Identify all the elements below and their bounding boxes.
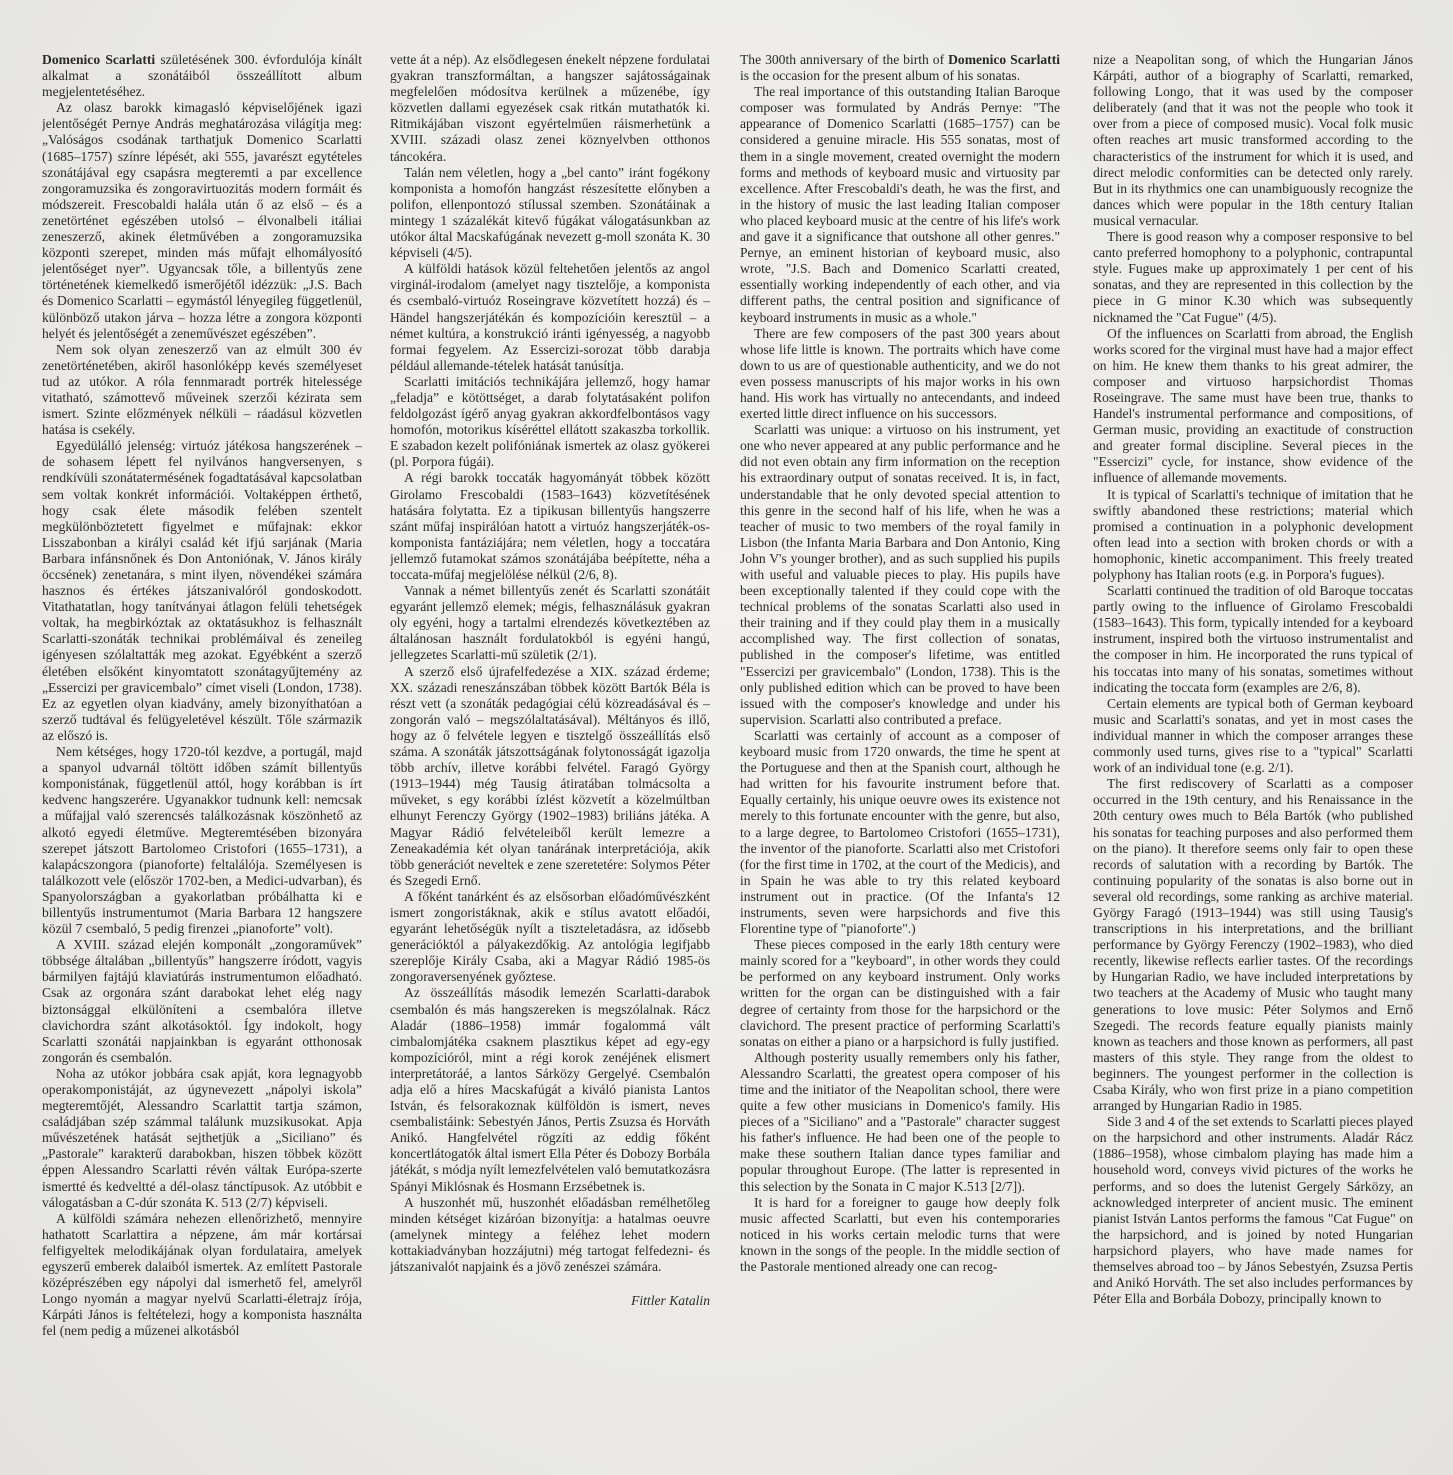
paragraph <box>390 889 710 986</box>
paragraph-text: Scarlatti was certainly of account as a composer of keyboard music from 1720 onwards, the time he spent at the Portuguese and then at the Spanish court, although he had written for his favourite instrument before that. Equally certainly, his unique oeuvre owes its existence not merely to this fortunate encounter with the genre, but also, to a large degree, to Bartolomeo Cristofori (1655–1731), the inventor of the pianoforte. Scarlatti also met Cristofori (for the first time in 1702, at the court of the Medicis), and in Spain he was able to try this related keyboard instrument out in practice. (Of the Infanta's 12 instruments, seven were harpsichords and five this Florentine type of "pianoforte".) <box>740 727 1060 937</box>
paragraph <box>42 1066 362 1211</box>
paragraph <box>1093 1114 1413 1307</box>
paragraph <box>42 1211 362 1340</box>
signature <box>390 1293 710 1309</box>
paragraph <box>42 100 362 341</box>
paragraph-text: Fittler Katalin <box>631 1293 710 1309</box>
paragraph <box>390 985 710 1194</box>
paragraph <box>1093 776 1413 1114</box>
paragraph-text: Although posterity usually remembers only his father, Alessandro Scarlatti, the greatest opera composer of his time and the initiator of the Neapolitan school, there were quite a few other musicians in Domenico's family. His pieces of a "Siciliano" and a "Pastorale" character suggest his father's influence. He had been one of the people to make these southern Italian dance types familiar and popular throughout Europe. (The latter is represented in this selection by the Sonata in C major K.513 [2/7]). <box>740 1049 1060 1194</box>
paragraph <box>740 84 1060 325</box>
paragraph-text: The first rediscovery of Scarlatti as a composer occurred in the 19th century, and his Renaissance in the 20th century owes much to Béla Bartók (who published his sonatas for teaching purposes and also performed them on the piano). It therefore seems only fair to open these records of salutation with a recording by Bartók. The continuing popularity of the sonatas is also borne out in several old recordings, some ranking as archive material. György Faragó (1913–1944) was still using Tausig's transcriptions in his interpretations, and the brilliant performance by György Ferenczy (1902–1983), who died recently, likewise reflects earlier tastes. Of the recordings by Hungarian Radio, we have included interpretations by two teachers at the Academy of Music who taught many generations to love music: Péter Solymos and Ernő Szegedi. The records feature equally pianists mainly known as teachers and those known as performers, all past masters of this style. They range from the oldest to beginners. The youngest performer in the collection is Csaba Király, who won first prize in a piano competition arranged by Hungarian Radio in 1985. <box>1093 776 1413 1114</box>
paragraph <box>740 1195 1060 1275</box>
paragraph-text: is the occasion for the present album of his sonatas. <box>740 68 1021 84</box>
paragraph-text: A huszonhét mű, huszonhét előadásban remélhetőleg minden kétséget kizáróan bizonyítja: a hatalmas oeuvre (amelynek mintegy a feléhez lehet modern kottakiadványban hozzájutni) még tartogat felfedezni- és játszanivalót napjaink és a jövő zenészei számára. <box>390 1194 710 1275</box>
paragraph <box>42 744 362 937</box>
paragraph-text: Az összeállítás második lemezén Scarlatti-darabok csembalón és más hangszereken is megszólalnak. Rácz Aladár (1886–1958) immár fogalommá vált cimbalomjátéka csaknem plasztikus képet ad egy-egy kompozícióról, mint a régi korok zenéjének elismert interpretátoráé, a lantos Sárközy Gergelyé. Csembalón adja elő a híres Macskafúgát a kiváló pianista Lantos István, és felsorakoznak külföldön is ismert, neves csembalistáink: Sebestyén János, Pertis Zsuzsa és Horváth Anikó. Hangfelvétel rögzíti az eddig főként koncertlátogatók által ismert Ella Péter és Dobozy Borbála játékát, s módja nyílt lemezfelvételen való bemutatkozásra Spányi Miklósnak és Hosmann Erzsébetnek is. <box>390 985 710 1194</box>
paragraph-text: Side 3 and 4 of the set extends to Scarlatti pieces played on the harpsichord and other instruments. Aladár Rácz (1886–1958), whose cimbalom playing has made him a household word, conveys vivid pictures of the works he performs, and so does the lutenist Gergely Sárközy, an acknowledged interpreter of ancient music. The eminent pianist István Lantos performs the famous "Cat Fugue" on the harpsichord, and is joined by noted Hungarian harpsichord players, who have made names for themselves abroad too – by János Sebestyén, Zsuzsa Pertis and Anikó Horváth. The set also includes performances by Péter Ella and Borbála Dobozy, principally known to <box>1093 1114 1413 1307</box>
paragraph-text: A főként tanárként és az elsősorban előadóművészként ismert zongoristáknak, akik e stílus avatott előadói, egyaránt lehetőségük nyílt a tiszteletadásra, az idősebb generációktól a pályakezdőkig. Az antológia legifjabb szereplője Király Csaba, aki a Magyar Rádió 1985-ös zongoraversenyének győztese. <box>390 888 710 985</box>
paragraph <box>390 470 710 583</box>
paragraph-text: It is hard for a foreigner to gauge how deeply folk music affected Scarlatti, but even his contemporaries noticed in his works certain melodic turns that were known in the songs of the people. In the middle section of the Pastorale mentioned already one can recog- <box>740 1194 1060 1275</box>
paragraph <box>1093 229 1413 326</box>
paragraph-text: Scarlatti continued the tradition of old Baroque toccatas partly owing to the influence of Girolamo Frescobaldi (1583–1643). This form, typically intended for a keyboard instrument, inspired both the virtuoso instrumentalist and the composer in him. He incorporated the runs typical of his toccatas into many of his sonatas, sometimes without indicating the toccata form (examples are 2/6, 8). <box>1093 583 1413 695</box>
paragraph-text: Scarlatti was unique: a virtuoso on his instrument, yet one who never appeared at any public performance and he did not even obtain any firm information on the reception his extraordinary output of sonatas received. It is, in fact, understandable that he only devoted special attention to this genre in the second half of his life, when he was a teacher of music to two members of the royal family in Lisbon (the Infanta Maria Barbara and Don Antonio, King John V's younger brother), and as such supplied his pupils with useful and valuable pieces to play. His pupils have been exceptionally talented if they could cope with the technical problems of the sonatas Scarlatti also used in their training and if they could play them in a musically accomplished way. The first collection of sonatas, published in the composer's lifetime, was entitled "Essercizi per gravicembalo" (London, 1738). This is the only published edition which can be proved to have been issued with the composer's knowledge and under his supervision. Scarlatti also contributed a preface. <box>740 422 1060 727</box>
paragraph <box>740 937 1060 1050</box>
composer-name: Domenico Scarlatti <box>948 52 1060 67</box>
paragraph <box>42 342 362 439</box>
paragraph <box>390 1195 710 1275</box>
paragraph <box>42 937 362 1066</box>
paragraph-text: A szerző első újrafelfedezése a XIX. század érdeme; XX. századi reneszánszában többek között Bartók Béla is részt vett (a szonáták pedagógiai célú közreadásával és – zongorán való – megszólaltatásával). Méltányos és illő, hogy az ő felvétele legyen e tisztelgő összeállítás első száma. A szonáták játszottságának folytonosságát igazolja több archív, illetve korábbi felvétel. Faragó György (1913–1944) még Tausig átiratában tolmácsolta a műveket, s egy korábbi ízlést közvetít a közelmúltban elhunyt Ferenczy György (1902–1983) briliáns játéka. A Magyar Rádió felvételeiből került lemezre a Zeneakadémia két olyan tanárának interpretációja, akik több generációt neveltek e zene szeretetére: Solymos Péter és Szegedi Ernő. <box>390 663 710 888</box>
paragraph-text: Egyedülálló jelenség: virtuóz játékosa hangszerének – de sohasem lépett fel nyilvános hangversenyen, s rendkívüli szonátatermésének fogadtatásával kapcsolatban sem voltak konkrét információi. Voltaképpen érthető, hogy csak élete második felében szentelt megkülönböztetett figyelmet e műfajnak: ekkor Lisszabonban a királyi család két ifjú sarjának (Maria Barbara infánsnőnek és Don Antoniónak, V. János király öccsének) zenetanára, s mint ilyen, növendékei számára hasznos és értékes játszanivalóról gondoskodott. Vitathatatlan, hogy tanítványai átlagon felüli tehetségek voltak, ha megbirkóztak az oktatásukhoz is felhasznált Scarlatti-szonáták technikai problémáival és zeneileg igényesen szólaltatták meg azokat. Egyébként a szerző életében elsőként kinyomtatott szonátagyűjtemény az „Essercizi per gravicembalo” címet viseli (London, 1738). Ez az egyetlen olyan kiadvány, amely bizonyíthatóan a szerző tudtával és felügyeletével készült. Tőle származik az előszó is. <box>42 438 362 743</box>
paragraph <box>1093 326 1413 487</box>
paragraph <box>740 422 1060 728</box>
paragraph-pretext: The 300th anniversary of the birth of <box>740 52 949 67</box>
paragraph-text: Of the influences on Scarlatti from abroad, the English works scored for the virginal must have had a major effect on him. He knew them thanks to his great admirer, the composer and virtuoso harpsichordist Thomas Roseingrave. The same must have been true, thanks to Handel's instrumental performance and compositions, of German music, providing an exactitude of construction and greater formal discipline. Several pieces in the "Essercizi" cycle, for instance, show evidence of the influence of allemande movements. <box>1093 325 1413 486</box>
paragraph <box>390 52 710 165</box>
hungarian-column-1 <box>42 52 362 1432</box>
paragraph <box>740 326 1060 423</box>
paragraph <box>740 52 1060 84</box>
paragraph-text: These pieces composed in the early 18th century were mainly scored for a "keyboard", in other words they could be performed on any keyboard instrument. Only works written for the organ can be distinguished with a fair degree of certainty from those for the harpsichord or the clavichord. The present practice of performing Scarlatti's sonatas on either a piano or a harpsichord is fully justified. <box>740 937 1060 1049</box>
paragraph-text: vette át a nép). Az elsődlegesen énekelt népzene fordulatai gyakran transzformáltan, a hangszer sajátosságainak megfelelően módosítva kerülnek a műzenébe, így közvetlen dallami egyezések csak ritkán mutathatók ki. Ritmikájában viszont egyértelműen ráismerhetünk a XVIII. századi olasz zenei köznyelvben otthonos táncokéra. <box>390 52 710 164</box>
paragraph-text: It is typical of Scarlatti's technique of imitation that he swiftly abandoned these restrictions; material which promised a continuation in a polyphonic development often lead into a section with broken chords or with a homophonic, kinetic accompaniment. This freely treated polyphony has Italian roots (e.g. in Porpora's fugues). <box>1093 486 1413 582</box>
paragraph-text: Nem sok olyan zeneszerző van az elmúlt 300 év zenetörténetében, akiről hasonlóképp kevés személyeset tud az utókor. A róla fennmaradt portrék hitelessége vitatható, számottevő műveinek szerzői kézirata sem ismert. Szinte előzmények nélküli – ráadásul közvetlen hatása is csekély. <box>42 341 362 438</box>
paragraph-text: There is good reason why a composer responsive to bel canto preferred homophony to a polyphonic, contrapuntal style. Fugues make up approximately 1 per cent of his sonatas, and they are represented in this collection by the piece in G minor K.30 which was subsequently nicknamed the "Cat Fugue" (4/5). <box>1093 229 1413 325</box>
paragraph-text: Nem kétséges, hogy 1720-tól kezdve, a portugál, majd a spanyol udvarnál töltött időben számít billentyűs komponistának, függetlenül attól, hogy korábban is írt kedvenc hangszerére. Ugyanakkor tudnunk kell: nemcsak a műfajjal való szerencsés találkozásnak köszönhető az alkotó egyedi életműve. Megteremtésében bizonyára szerepet játszott Bartolomeo Cristofori (1655–1731), a kalapácszongora (pianoforte) feltalálója. Személyesen is találkozott vele (először 1702-ben, a Medici-udvarban), és Spanyolországban a gyakorlatban próbálhatta ki e billentyűs instrumentumot (Maria Barbara 12 hangszere közül 7 csembaló, 5 pedig firenzei „pianoforte” volt). <box>42 744 362 937</box>
paragraph <box>390 261 710 374</box>
paragraph <box>390 165 710 262</box>
paragraph-text: nize a Neapolitan song, of which the Hungarian János Kárpáti, author of a biography of Scarlatti, remarked, following Longo, that it was used by the composer deliberately (and that it was not the people who took it over from a piece of composed music). Vocal folk music often reaches art music transformed according to the characteristics of the instrument for which it is used, and direct melodic conformities can be detected only rarely. But in its rhythmics one can unambiguously recognize the dances which were popular in the 18th century Italian musical vernacular. <box>1093 52 1413 228</box>
paragraph-text: There are few composers of the past 300 years about whose life little is known. The portraits which have come down to us are of questionable authenticity, and we do not even possess manuscripts of his major works in his own hand. His work has virtually no antecendants, and indeed exerted little direct influence on his successors. <box>740 325 1060 422</box>
paragraph-text: A külföldi hatások közül feltehetően jelentős az angol virginál-irodalom (amelyet nagy tisztelője, a komponista és csembaló-virtuóz Roseingrave közvetített hozzá) és – Händel hangszerjátékán és kompozícióin keresztül – a német kultúra, a konstrukció iránti igényesség, a nagyobb formai fegyelem. Az Essercizi-sorozat több darabja például allemande-tételek hatását tanúsítja. <box>390 261 710 373</box>
paragraph-text: A külföldi számára nehezen ellenőrizhető, mennyire hathatott Scarlattira a népzene, ám már kortársai felfigyeltek melodikájának olyan fordulataira, amelyek egyszerű emberek dalaiból ismertek. Az említett Pastorale középrészében egy nápolyi dal ismerhető fel, amelyről Longo nyomán a magyar nyelvű Scarlatti-életrajz írója, Kárpáti János is feltételezi, hogy a komponista használta fel (nem pedig a műzenei alkotásból <box>42 1210 362 1339</box>
paragraph <box>42 438 362 744</box>
paragraph-text: A régi barokk toccaták hagyományát többek között Girolamo Frescobaldi (1583–1643) közvetítésének hatására folytatta. Ez a tipikusan billentyűs hangszerre szánt műfaj inspirálóan hatott a virtuóz hangszerjáték-os-komponista fantáziájára; nem véletlen, hogy a toccatára jellemző futamokat számos szonátájába beépítette, néha a toccata-műfaj megjelölése nélkül (2/6, 8). <box>390 470 710 582</box>
paragraph-text: Scarlatti imitációs technikájára jellemző, hogy hamar „feladja” e kötöttséget, a darab folytatásaként polifon feldolgozást ígérő anyag gyakran akkordfelbontásos vagy homofón, motorikus kíséréttel ellátott szakaszba torkollik. E szabadon kezelt polifóniának ismertek az olasz gyökerei (pl. Porpora fúgái). <box>390 373 710 470</box>
paragraph <box>42 52 362 100</box>
paragraph-text: The real importance of this outstanding Italian Baroque composer was formulated by András Pernye: "The appearance of Domenico Scarlatti (1685–1757) can be considered a genuine miracle. His 555 sonatas, most of them in a single movement, created overnight the modern forms and methods of keyboard music and virtuosity par excellence. After Frescobaldi's death, he was the first, and in the history of music the last leading Italian composer who placed keyboard music at the centre of his life's work and gave it a significance that outshone all other genres." Pernye, an eminent historian of keyboard music, also wrote, "J.S. Bach and Domenico Scarlatti created, essentially working independently of each other, and via different paths, the central position and significance of keyboard instruments in music as a whole." <box>740 84 1060 325</box>
paragraph-text: A XVIII. század elején komponált „zongoraművek” többsége általában „billentyűs” hangszerre íródott, vagyis bármilyen fajtájú klaviatúrás instrumentumon előadható. Csak az orgonára szánt darabokat lehet elég nagy biztonsággal elkülöníteni a csembalóra illetve clavichordra szánt alkotásoktól. Így indokolt, hogy Scarlatti szonátái napjainkban is egyaránt otthonosak zongorán és csembalón. <box>42 937 362 1065</box>
english-column-2 <box>1093 52 1413 1432</box>
paragraph-text: Vannak a német billentyűs zenét és Scarlatti szonátáit egyaránt jellemző elemek; mégis, felhasználásuk gyakran oly egyéni, hogy a tartalmi elrendezés következtében az általánosan használt fordulatokból is egyéni hangú, jellegzetes Scarlatti-mű születik (2/1). <box>390 583 710 663</box>
paragraph-text: Noha az utókor jobbára csak apját, kora legnagyobb operakomponistáját, az úgynevezett „nápolyi iskola” megteremtőjét, Alessandro Scarlattit tartja számon, családjában szép számmal találunk muzsikusokat. Apja művészetének hatását sejthetjük a „Siciliano” és „Pastorale” karakterű darabokban, hiszen többek között éppen Alessandro Scarlatti révén váltak Európa-szerte ismertté és kedveltté a dél-olasz tánctípusok. Az utóbbit e válogatásban a C-dúr szonáta K. 513 (2/7) képviseli. <box>42 1065 362 1210</box>
composer-name: Domenico Scarlatti <box>42 52 156 67</box>
paragraph <box>1093 696 1413 776</box>
paragraph <box>1093 487 1413 584</box>
paragraph <box>740 728 1060 937</box>
paragraph <box>390 583 710 663</box>
paragraph <box>390 664 710 889</box>
paragraph-text: Talán nem véletlen, hogy a „bel canto” iránt fogékony komponista a homofón hangzást részesítette előnyben a polifon, ellenpontozó stílussal szemben. Szonátáinak a mintegy 1 százalékát kitevő fúgákat válogatásunkban az utókor által Macskafúgának nevezett g-moll szonáta K. 30 képviseli (4/5). <box>390 164 710 261</box>
hungarian-column-2 <box>390 52 710 1432</box>
english-column-1 <box>740 52 1060 1432</box>
paragraph <box>390 374 710 471</box>
paragraph <box>740 1050 1060 1195</box>
paragraph <box>1093 583 1413 696</box>
paragraph-text: Certain elements are typical both of German keyboard music and Scarlatti's sonatas, and yet in most cases the individual manner in which the composer arranges these commonly used turns, gives rise to a "typical" Scarlatti work of an individual tone (e.g. 2/1). <box>1093 695 1413 776</box>
paragraph-text: születésének 300. évfordulója kínált alkalmat a szonátáiból összeállított album megjelentetéséhez. <box>42 52 362 100</box>
paragraph-text: Az olasz barokk kimagasló képviselőjének igazi jelentőségét Pernye András meghatározása világítja meg: „Valóságos csodának tarthatjuk Domenico Scarlatti (1685–1757) színre lépését, aki 555, javarészt egytételes szonátájával egy csapásra megteremti a par excellence zongoramuzsika és zongoravirtuozitás modern formáit és módszereit. Frescobaldi halála után ő az első – és a zenetörténet egészében utolsó – élvonalbeli itáliai zeneszerző, akinek életművében a zongoramuzsika központi szerepet, minden más műfajt elhomályosító jelentőséget nyer”. Ugyancsak tőle, a billentyűs zene történetének kiemelkedő ismerőjétől idézzük: „J.S. Bach és Domenico Scarlatti – egymástól lényegileg függetlenül, különböző utakon járva – hozza létre a zongora központi helyét és jelentőségét a zeneművészet egészében”. <box>42 100 362 341</box>
paragraph <box>1093 52 1413 229</box>
